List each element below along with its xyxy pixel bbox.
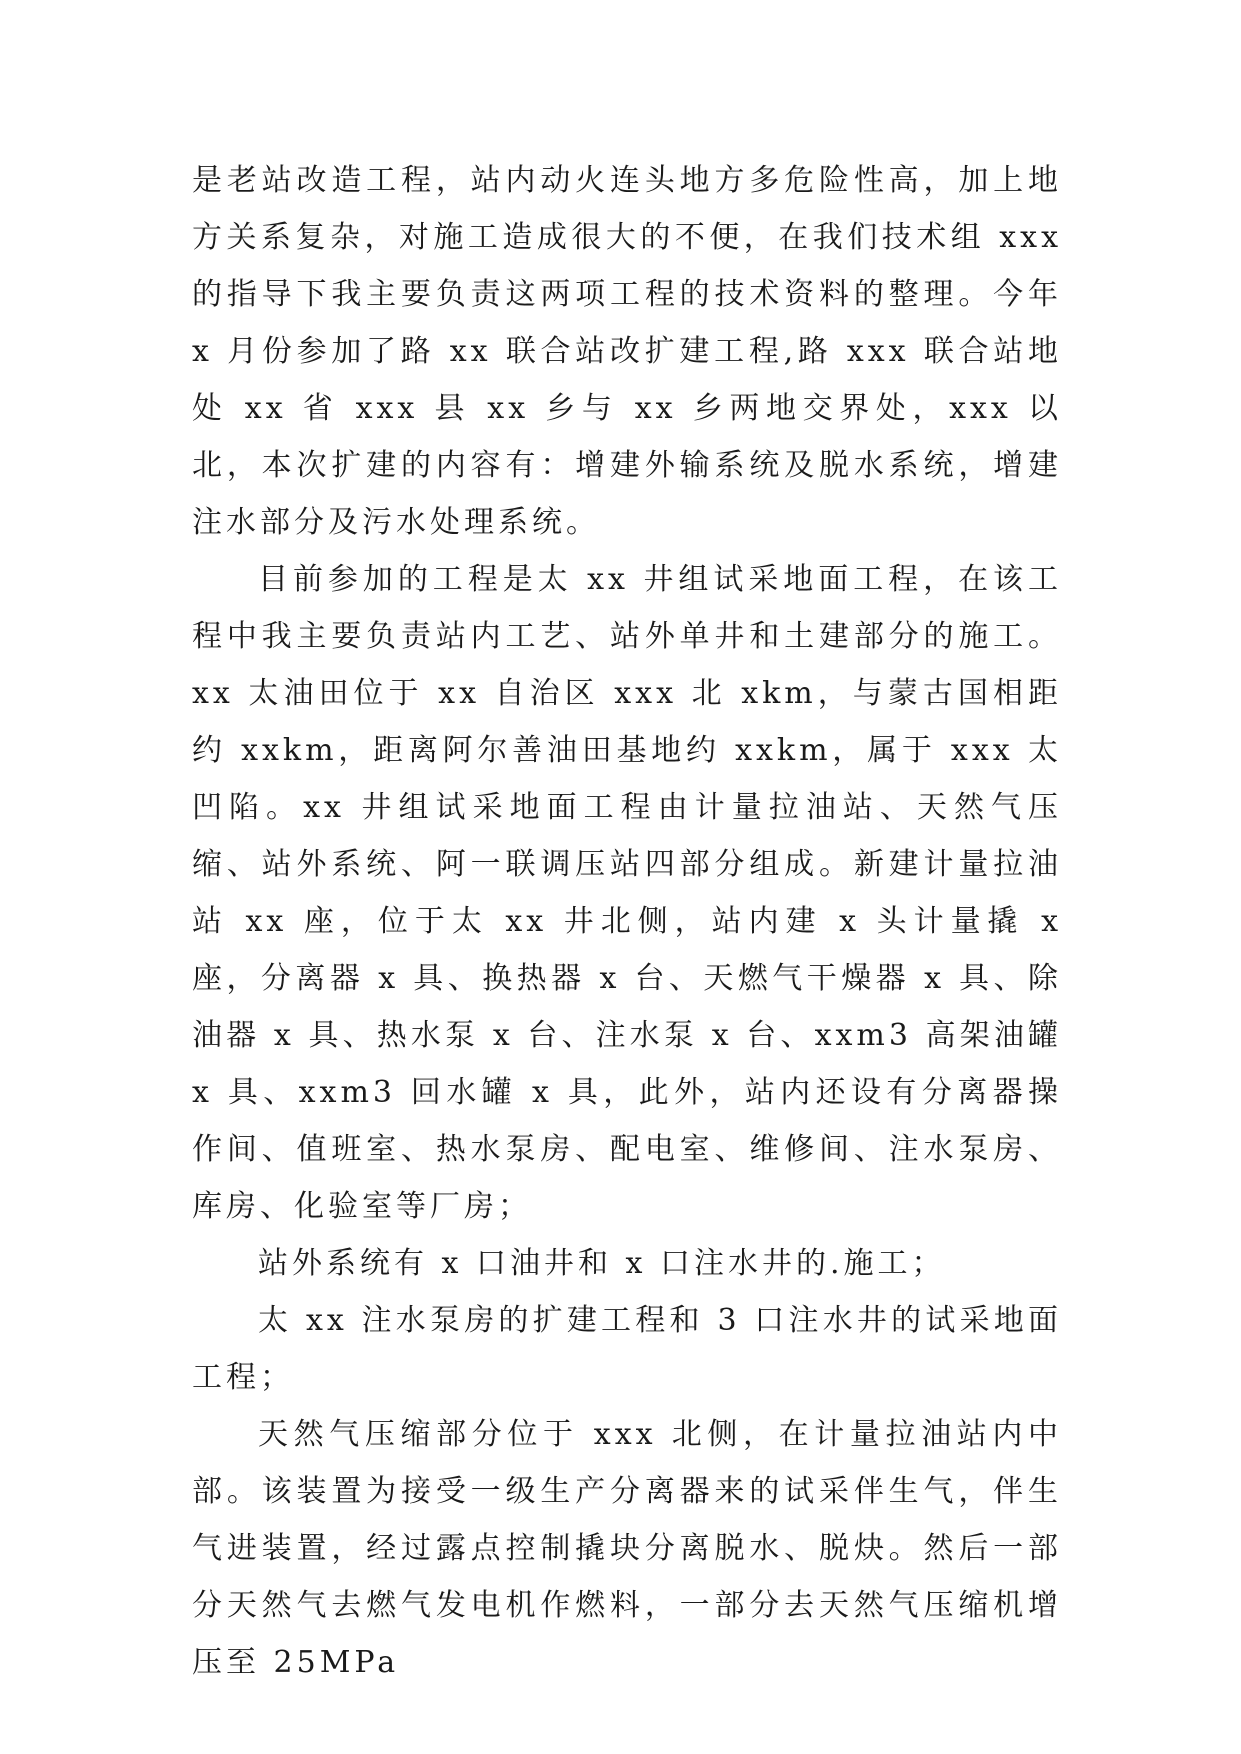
paragraph-outside-system: 站外系统有 x 口油井和 x 口注水井的.施工； (258, 1246, 946, 1281)
document-body (192, 152, 1062, 1691)
paragraph-station-renovation: 是老站改造工程，站内动火连头地方多危险性高，加上地方关系复杂，对施工造成很大的不便，在我们技术组 xxx 的指导下我主要负责这两项工程的技术资料的整理。今年 x 月份参加了路 xx 联合站改扩建工程,路 xxx 联合站地处 xx 省 xxx 县 xx 乡与 xx 乡两地交界处，xxx 以北，本次扩建的内容有：增建外输系统及脱水系统，增建注水部分及污水处理系统。 (192, 163, 1062, 540)
paragraph-pump-house-expansion: 太 xx 注水泵房的扩建工程和 3 口注水井的试采地面工程； (192, 1303, 1062, 1395)
paragraph-gas-compression: 天然气压缩部分位于 xxx 北侧，在计量拉油站内中部。该装置为接受一级生产分离器来的试采伴生气，伴生气进装置，经过露点控制撬块分离脱水、脱炔。然后一部分天然气去燃气发电机作燃料，一部分去天然气压缩机增压至 25MPa (192, 1417, 1062, 1680)
paragraph-current-project: 目前参加的工程是太 xx 井组试采地面工程，在该工程中我主要负责站内工艺、站外单井和土建部分的施工。xx 太油田位于 xx 自治区 xxx 北 xkm，与蒙古国相距约 xxkm，距离阿尔善油田基地约 xxkm，属于 xxx 太凹陷。xx 井组试采地面工程由计量拉油站、天然气压缩、站外系统、阿一联调压站四部分组成。新建计量拉油站 xx 座，位于太 xx 井北侧，站内建 x 头计量撬 x 座，分离器 x 具、换热器 x 台、天燃气干燥器 x 具、除油器 x 具、热水泵 x 台、注水泵 x 台、xxm3 高架油罐 x 具、xxm3 回水罐 x 具，此外，站内还设有分离器操作间、值班室、热水泵房、配电室、维修间、注水泵房、库房、化验室等厂房； (192, 562, 1062, 1224)
